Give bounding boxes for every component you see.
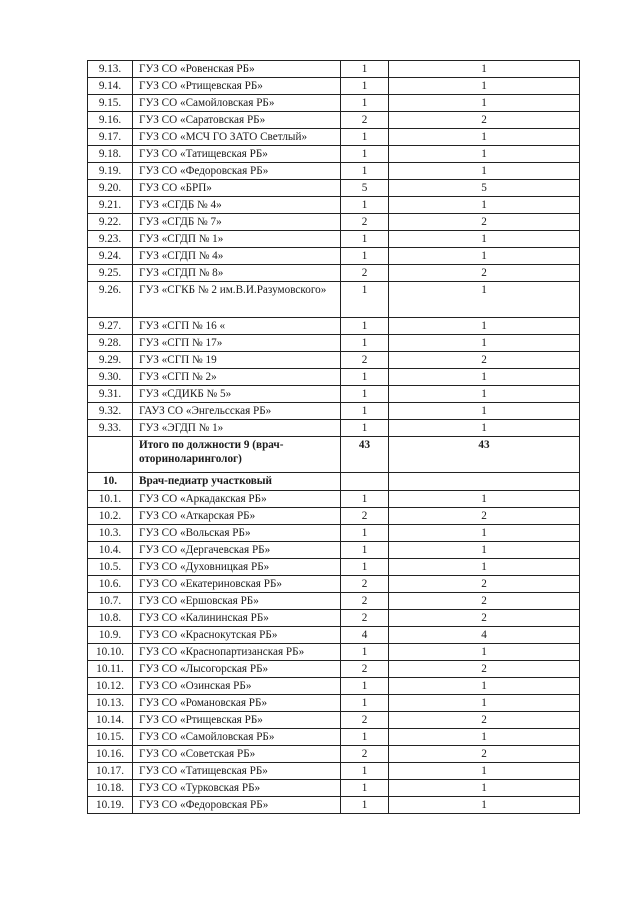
value-cell: 1 xyxy=(341,163,389,180)
value-cell: 1 xyxy=(341,386,389,403)
row-number-cell: 10.2. xyxy=(88,508,133,525)
value-cell: 1 xyxy=(341,248,389,265)
row-number-cell: 10.13. xyxy=(88,695,133,712)
value-confirmed-cell: 1 xyxy=(389,420,580,437)
row-number-cell: 9.18. xyxy=(88,146,133,163)
organization-cell: ГУЗ СО «Озинская РБ» xyxy=(133,678,341,695)
value-cell: 1 xyxy=(341,763,389,780)
value-confirmed-cell: 5 xyxy=(389,180,580,197)
organization-cell: ГУЗ «СГП № 19 xyxy=(133,352,341,369)
row-number-cell: 10.8. xyxy=(88,610,133,627)
table-row xyxy=(88,335,580,352)
organization-cell: ГУЗ «СГП № 17» xyxy=(133,335,341,352)
value-confirmed-cell: 2 xyxy=(389,352,580,369)
value-confirmed-cell: 1 xyxy=(389,403,580,420)
table-row xyxy=(88,712,580,729)
organization-cell: ГУЗ СО «Краснопартизанская РБ» xyxy=(133,644,341,661)
value-cell: 2 xyxy=(341,214,389,231)
organization-cell: ГУЗ СО «Ершовская РБ» xyxy=(133,593,341,610)
value-confirmed-cell: 1 xyxy=(389,559,580,576)
row-number-cell: 9.15. xyxy=(88,95,133,112)
value-cell: 43 xyxy=(341,437,389,473)
table-row xyxy=(88,231,580,248)
row-number-cell: 10.11. xyxy=(88,661,133,678)
value-cell: 1 xyxy=(341,129,389,146)
row-number-cell: 9.29. xyxy=(88,352,133,369)
value-confirmed-cell: 1 xyxy=(389,491,580,508)
organization-cell: ГУЗ СО «Калининская РБ» xyxy=(133,610,341,627)
table-row xyxy=(88,78,580,95)
value-confirmed-cell: 1 xyxy=(389,644,580,661)
organization-cell: ГУЗ СО «Саратовская РБ» xyxy=(133,112,341,129)
organization-cell: ГУЗ «СГП № 16 « xyxy=(133,318,341,335)
row-number-cell: 10.5. xyxy=(88,559,133,576)
value-cell: 2 xyxy=(341,352,389,369)
row-number-cell: 10.14. xyxy=(88,712,133,729)
value-confirmed-cell: 1 xyxy=(389,197,580,214)
table-row xyxy=(88,559,580,576)
value-confirmed-cell: 43 xyxy=(389,437,580,473)
table-row xyxy=(88,491,580,508)
row-number-cell: 10.16. xyxy=(88,746,133,763)
value-cell xyxy=(341,473,389,491)
table-row xyxy=(88,746,580,763)
table-row xyxy=(88,576,580,593)
value-cell: 1 xyxy=(341,146,389,163)
organization-cell: ГУЗ СО «Самойловская РБ» xyxy=(133,729,341,746)
organization-cell: Врач-педиатр участковый xyxy=(133,473,341,491)
value-confirmed-cell: 1 xyxy=(389,335,580,352)
table-row xyxy=(88,386,580,403)
value-cell: 1 xyxy=(341,231,389,248)
value-cell: 5 xyxy=(341,180,389,197)
row-number-cell: 10.9. xyxy=(88,627,133,644)
organization-cell: ГАУЗ СО «Энгельсская РБ» xyxy=(133,403,341,420)
table-row xyxy=(88,593,580,610)
row-number-cell: 10.7. xyxy=(88,593,133,610)
value-cell: 1 xyxy=(341,197,389,214)
organization-cell: ГУЗ СО «Федоровская РБ» xyxy=(133,163,341,180)
value-cell: 1 xyxy=(341,95,389,112)
row-number-cell: 9.24. xyxy=(88,248,133,265)
value-confirmed-cell: 1 xyxy=(389,542,580,559)
value-cell: 1 xyxy=(341,797,389,814)
organization-cell: ГУЗ СО «Дергачевская РБ» xyxy=(133,542,341,559)
value-cell: 1 xyxy=(341,729,389,746)
table-row xyxy=(88,627,580,644)
row-number-cell xyxy=(88,437,133,473)
value-confirmed-cell: 1 xyxy=(389,386,580,403)
value-confirmed-cell: 2 xyxy=(389,661,580,678)
row-number-cell: 10. xyxy=(88,473,133,491)
value-cell: 2 xyxy=(341,265,389,282)
value-cell: 1 xyxy=(341,318,389,335)
value-cell: 1 xyxy=(341,61,389,78)
staffing-table xyxy=(87,60,580,814)
organization-cell: ГУЗ «СГКБ № 2 им.В.И.Разумовского» xyxy=(133,282,341,318)
row-number-cell: 9.14. xyxy=(88,78,133,95)
row-number-cell: 9.23. xyxy=(88,231,133,248)
row-number-cell: 10.1. xyxy=(88,491,133,508)
table-row xyxy=(88,729,580,746)
row-number-cell: 10.10. xyxy=(88,644,133,661)
organization-cell: ГУЗ СО «Краснокутская РБ» xyxy=(133,627,341,644)
value-confirmed-cell: 1 xyxy=(389,61,580,78)
table-row xyxy=(88,282,580,318)
table-row xyxy=(88,661,580,678)
row-number-cell: 9.25. xyxy=(88,265,133,282)
organization-cell: ГУЗ СО «Турковская РБ» xyxy=(133,780,341,797)
row-number-cell: 9.33. xyxy=(88,420,133,437)
total-row xyxy=(88,437,580,473)
value-cell: 2 xyxy=(341,112,389,129)
organization-cell: ГУЗ СО «Татищевская РБ» xyxy=(133,146,341,163)
value-confirmed-cell: 1 xyxy=(389,129,580,146)
value-cell: 1 xyxy=(341,420,389,437)
value-confirmed-cell: 2 xyxy=(389,746,580,763)
table-row xyxy=(88,403,580,420)
table-row xyxy=(88,678,580,695)
table-body xyxy=(88,61,580,814)
row-number-cell: 10.19. xyxy=(88,797,133,814)
table-row xyxy=(88,352,580,369)
organization-cell: ГУЗ «СДИКБ № 5» xyxy=(133,386,341,403)
value-cell: 2 xyxy=(341,576,389,593)
value-confirmed-cell: 2 xyxy=(389,576,580,593)
organization-cell: ГУЗ СО «Лысогорская РБ» xyxy=(133,661,341,678)
organization-cell: ГУЗ «СГДП № 4» xyxy=(133,248,341,265)
row-number-cell: 9.28. xyxy=(88,335,133,352)
value-confirmed-cell: 1 xyxy=(389,369,580,386)
table-row xyxy=(88,525,580,542)
value-cell: 1 xyxy=(341,282,389,318)
value-confirmed-cell: 1 xyxy=(389,95,580,112)
organization-cell: ГУЗ «СГДП № 8» xyxy=(133,265,341,282)
row-number-cell: 10.6. xyxy=(88,576,133,593)
row-number-cell: 10.18. xyxy=(88,780,133,797)
value-cell: 1 xyxy=(341,644,389,661)
value-cell: 1 xyxy=(341,678,389,695)
table-row xyxy=(88,420,580,437)
value-confirmed-cell: 1 xyxy=(389,318,580,335)
value-confirmed-cell: 1 xyxy=(389,282,580,318)
value-cell: 2 xyxy=(341,712,389,729)
row-number-cell: 10.12. xyxy=(88,678,133,695)
table-row xyxy=(88,644,580,661)
row-number-cell: 10.4. xyxy=(88,542,133,559)
table-row xyxy=(88,318,580,335)
row-number-cell: 9.21. xyxy=(88,197,133,214)
organization-cell: ГУЗ СО «МСЧ ГО ЗАТО Светлый» xyxy=(133,129,341,146)
organization-cell: ГУЗ СО «Ровенская РБ» xyxy=(133,61,341,78)
value-confirmed-cell: 4 xyxy=(389,627,580,644)
value-cell: 1 xyxy=(341,780,389,797)
row-number-cell: 9.26. xyxy=(88,282,133,318)
row-number-cell: 9.32. xyxy=(88,403,133,420)
organization-cell: ГУЗ СО «Романовская РБ» xyxy=(133,695,341,712)
value-confirmed-cell: 1 xyxy=(389,729,580,746)
organization-cell: ГУЗ СО «Федоровская РБ» xyxy=(133,797,341,814)
value-cell: 1 xyxy=(341,78,389,95)
value-confirmed-cell: 1 xyxy=(389,78,580,95)
table-row xyxy=(88,129,580,146)
organization-cell: ГУЗ «СГДП № 1» xyxy=(133,231,341,248)
table-row xyxy=(88,61,580,78)
section-header-row xyxy=(88,473,580,491)
value-cell: 2 xyxy=(341,593,389,610)
table-row xyxy=(88,369,580,386)
value-confirmed-cell: 2 xyxy=(389,593,580,610)
row-number-cell: 9.31. xyxy=(88,386,133,403)
organization-cell: ГУЗ СО «Советская РБ» xyxy=(133,746,341,763)
value-confirmed-cell: 1 xyxy=(389,797,580,814)
value-confirmed-cell: 2 xyxy=(389,265,580,282)
organization-cell: ГУЗ СО «БРП» xyxy=(133,180,341,197)
value-confirmed-cell: 1 xyxy=(389,763,580,780)
value-confirmed-cell xyxy=(389,473,580,491)
organization-cell: ГУЗ СО «Ртищевская РБ» xyxy=(133,712,341,729)
row-number-cell: 9.20. xyxy=(88,180,133,197)
table-row xyxy=(88,780,580,797)
value-cell: 1 xyxy=(341,369,389,386)
value-confirmed-cell: 1 xyxy=(389,231,580,248)
row-number-cell: 10.17. xyxy=(88,763,133,780)
value-cell: 2 xyxy=(341,746,389,763)
table-row xyxy=(88,112,580,129)
organization-cell: ГУЗ СО «Аркадакская РБ» xyxy=(133,491,341,508)
value-confirmed-cell: 1 xyxy=(389,678,580,695)
organization-cell: ГУЗ СО «Екатериновская РБ» xyxy=(133,576,341,593)
organization-cell: Итого по должности 9 (врач-оториноларинголог) xyxy=(133,437,341,473)
value-confirmed-cell: 1 xyxy=(389,248,580,265)
row-number-cell: 10.3. xyxy=(88,525,133,542)
value-cell: 2 xyxy=(341,508,389,525)
table-row xyxy=(88,695,580,712)
organization-cell: ГУЗ СО «Самойловская РБ» xyxy=(133,95,341,112)
table-row xyxy=(88,542,580,559)
organization-cell: ГУЗ СО «Татищевская РБ» xyxy=(133,763,341,780)
value-confirmed-cell: 1 xyxy=(389,525,580,542)
value-confirmed-cell: 1 xyxy=(389,163,580,180)
value-confirmed-cell: 2 xyxy=(389,712,580,729)
table-row xyxy=(88,265,580,282)
table-row xyxy=(88,146,580,163)
table-row xyxy=(88,180,580,197)
value-confirmed-cell: 2 xyxy=(389,214,580,231)
value-confirmed-cell: 2 xyxy=(389,610,580,627)
value-cell: 1 xyxy=(341,559,389,576)
row-number-cell: 9.30. xyxy=(88,369,133,386)
organization-cell: ГУЗ СО «Ртищевская РБ» xyxy=(133,78,341,95)
value-cell: 1 xyxy=(341,525,389,542)
organization-cell: ГУЗ «СГП № 2» xyxy=(133,369,341,386)
value-cell: 2 xyxy=(341,661,389,678)
value-cell: 1 xyxy=(341,335,389,352)
row-number-cell: 10.15. xyxy=(88,729,133,746)
value-cell: 1 xyxy=(341,542,389,559)
organization-cell: ГУЗ «ЭГДП № 1» xyxy=(133,420,341,437)
table-row xyxy=(88,248,580,265)
row-number-cell: 9.17. xyxy=(88,129,133,146)
organization-cell: ГУЗ «СГДБ № 4» xyxy=(133,197,341,214)
organization-cell: ГУЗ СО «Духовницкая РБ» xyxy=(133,559,341,576)
row-number-cell: 9.16. xyxy=(88,112,133,129)
table-row xyxy=(88,763,580,780)
value-confirmed-cell: 2 xyxy=(389,508,580,525)
value-cell: 2 xyxy=(341,610,389,627)
table-row xyxy=(88,214,580,231)
table-row xyxy=(88,797,580,814)
table-row xyxy=(88,508,580,525)
value-confirmed-cell: 1 xyxy=(389,146,580,163)
value-cell: 1 xyxy=(341,403,389,420)
value-confirmed-cell: 2 xyxy=(389,112,580,129)
value-cell: 4 xyxy=(341,627,389,644)
table-row xyxy=(88,610,580,627)
row-number-cell: 9.13. xyxy=(88,61,133,78)
table-row xyxy=(88,95,580,112)
row-number-cell: 9.22. xyxy=(88,214,133,231)
row-number-cell: 9.27. xyxy=(88,318,133,335)
value-cell: 1 xyxy=(341,491,389,508)
organization-cell: ГУЗ СО «Вольская РБ» xyxy=(133,525,341,542)
row-number-cell: 9.19. xyxy=(88,163,133,180)
organization-cell: ГУЗ СО «Аткарская РБ» xyxy=(133,508,341,525)
value-cell: 1 xyxy=(341,695,389,712)
organization-cell: ГУЗ «СГДБ № 7» xyxy=(133,214,341,231)
table-row xyxy=(88,163,580,180)
table-row xyxy=(88,197,580,214)
value-confirmed-cell: 1 xyxy=(389,780,580,797)
value-confirmed-cell: 1 xyxy=(389,695,580,712)
